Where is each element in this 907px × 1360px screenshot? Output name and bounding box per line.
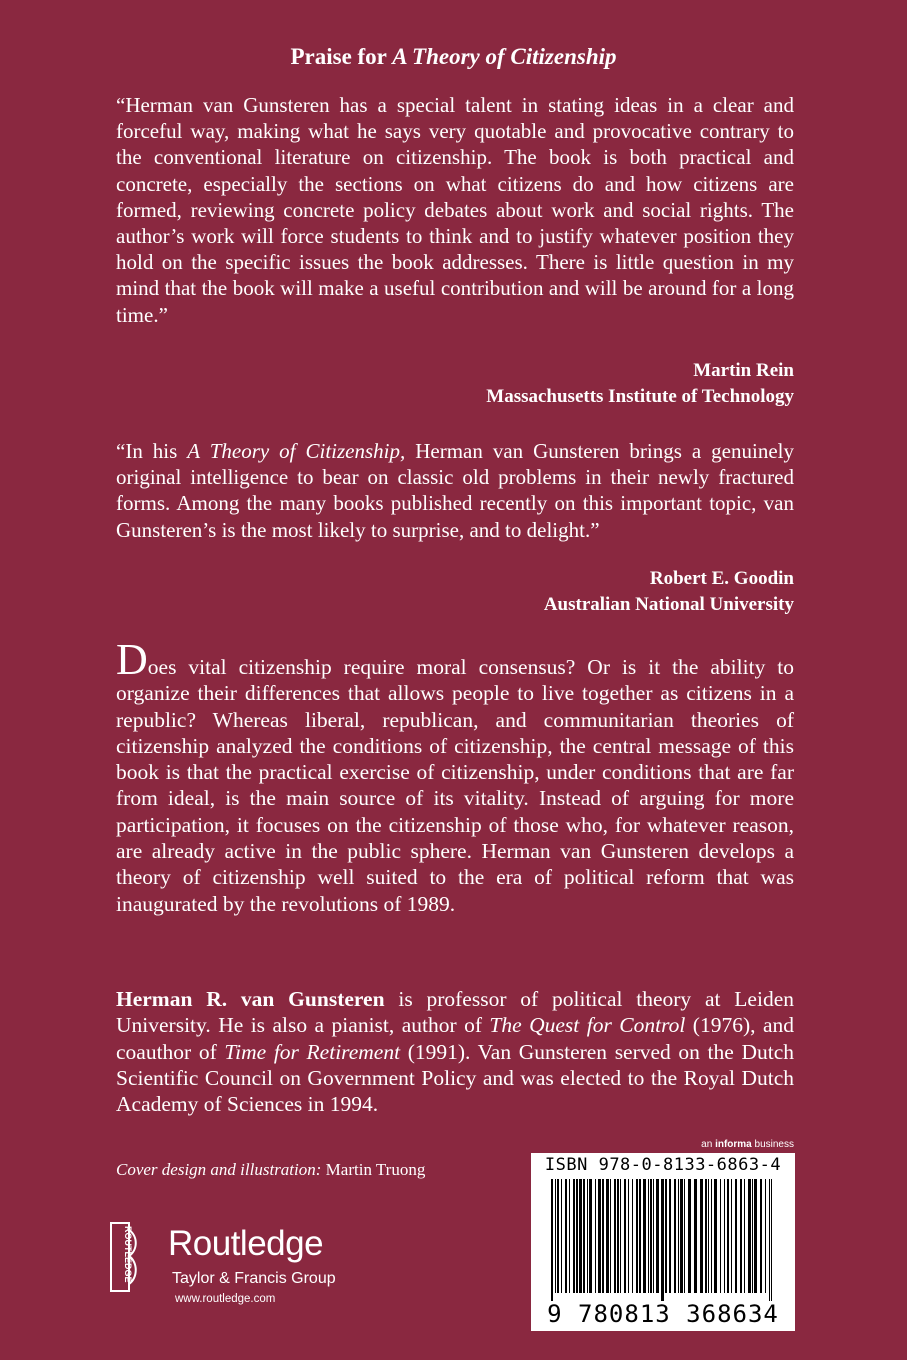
barcode-bar bbox=[720, 1179, 721, 1293]
barcode-bar bbox=[610, 1179, 611, 1293]
informa-post: business bbox=[751, 1139, 794, 1150]
quote-2-affiliation: Australian National University bbox=[543, 594, 794, 615]
barcode-bar bbox=[583, 1179, 585, 1293]
barcode-bar bbox=[587, 1179, 588, 1293]
barcode-bar bbox=[632, 1179, 633, 1293]
barcode-bars bbox=[551, 1179, 775, 1301]
bio-book-1: The Quest for Control bbox=[489, 1013, 686, 1038]
isbn-label: ISBN 978-0-8133-6863-4 bbox=[544, 1155, 782, 1175]
informa-business bbox=[701, 1139, 794, 1150]
informa-pre: an bbox=[701, 1139, 716, 1150]
barcode-bar bbox=[602, 1179, 604, 1293]
barcode-bar bbox=[555, 1179, 556, 1293]
quote-1-text: “Herman van Gunsteren has a special talent in stating ideas in a clear and forceful way, making what he says very quotable and provocative contrary to the conventional literature on citizenship. The book is both practical and concrete, especially the sections on what citizens do and how citizens are formed, reviewing concrete policy debates about work and social rights. The author’s work will force students to think and to justify whatever position they hold on the specific issues the book addresses. There is little question in my mind that the book will make a useful contribution and will be around for a long time.” bbox=[116, 93, 794, 327]
barcode-bar bbox=[714, 1179, 717, 1293]
barcode-bar bbox=[748, 1179, 751, 1293]
book-description bbox=[116, 635, 794, 917]
barcode-bar bbox=[694, 1179, 697, 1293]
barcode-bar bbox=[565, 1179, 567, 1293]
publisher-name: Routledge bbox=[168, 1224, 324, 1263]
praise-prefix: Praise for bbox=[290, 44, 387, 69]
barcode-bar bbox=[684, 1179, 685, 1293]
barcode-bar bbox=[700, 1179, 703, 1293]
author-name: Herman R. van Gunsteren bbox=[116, 987, 385, 1011]
barcode-bar bbox=[744, 1179, 745, 1293]
barcode-bar bbox=[727, 1179, 729, 1293]
barcode-bar bbox=[639, 1179, 641, 1293]
barcode-bar bbox=[740, 1179, 742, 1293]
barcode-bar bbox=[576, 1179, 578, 1293]
barcode-bar bbox=[752, 1179, 753, 1293]
barcode-bar bbox=[661, 1179, 664, 1301]
barcode-bar bbox=[650, 1179, 652, 1293]
quote-1-affiliation: Massachusetts Institute of Technology bbox=[486, 386, 794, 407]
barcode-bar bbox=[765, 1179, 766, 1293]
barcode-bar bbox=[648, 1179, 649, 1293]
logo-mark-text: ROUTLEDGE bbox=[123, 1226, 133, 1283]
barcode-bar bbox=[705, 1179, 707, 1293]
barcode-bar bbox=[617, 1179, 619, 1293]
quote-1 bbox=[116, 92, 794, 328]
barcode-bar bbox=[606, 1179, 609, 1293]
barcode-bar bbox=[678, 1179, 679, 1293]
barcode-bar bbox=[771, 1179, 772, 1301]
cover-credit bbox=[116, 1160, 425, 1180]
credit-name: Martin Truong bbox=[321, 1160, 426, 1179]
quote-2-text: Herman van Gunsteren brings a genuinely original intelligence to bear on classic old problems in their newly fractured forms. Among the many books published recently on this important topic, van Gunsteren’s is the most likely to surprise, and to delight.” bbox=[116, 439, 794, 542]
quote-1-name: Martin Rein bbox=[693, 360, 794, 381]
bio-book-2: Time for Retirement bbox=[224, 1039, 401, 1064]
barcode bbox=[531, 1153, 795, 1331]
publisher-url: www.routledge.com bbox=[175, 1293, 276, 1305]
bio-text-3: (1991). Van Gunsteren served on the Dutch Scientific Council on Government Policy and was elected to the Royal Dutch Academy of Sciences in 1994. bbox=[116, 1039, 794, 1117]
barcode-bar bbox=[579, 1179, 582, 1293]
barcode-bar bbox=[711, 1179, 712, 1293]
barcode-bar bbox=[708, 1179, 709, 1293]
barcode-bar bbox=[569, 1179, 570, 1293]
barcode-bar bbox=[628, 1179, 629, 1293]
bio-text-2: (1976), and coauthor of bbox=[116, 1013, 794, 1064]
barcode-bar bbox=[598, 1179, 601, 1293]
barcode-bar bbox=[735, 1179, 737, 1293]
barcode-bar bbox=[624, 1179, 626, 1293]
drop-cap: D bbox=[116, 635, 148, 684]
barcode-bar bbox=[561, 1179, 562, 1293]
barcode-bar bbox=[760, 1179, 762, 1293]
barcode-bar bbox=[653, 1179, 654, 1293]
quote-2-name: Robert E. Goodin bbox=[649, 568, 794, 589]
informa-brand: informa bbox=[715, 1139, 752, 1150]
barcode-bar bbox=[665, 1179, 667, 1293]
routledge-logo-icon bbox=[110, 1222, 140, 1292]
barcode-bar bbox=[551, 1179, 553, 1301]
barcode-bar bbox=[754, 1179, 757, 1293]
author-bio bbox=[116, 986, 794, 1117]
barcode-bar bbox=[573, 1179, 575, 1293]
barcode-bar bbox=[595, 1179, 596, 1293]
quote-1-attribution bbox=[116, 358, 794, 410]
quote-2-attribution bbox=[116, 566, 794, 618]
barcode-bar bbox=[724, 1179, 725, 1293]
barcode-bar bbox=[589, 1179, 592, 1293]
publisher-group: Taylor & Francis Group bbox=[172, 1270, 336, 1287]
barcode-bar bbox=[620, 1179, 621, 1293]
quote-2 bbox=[116, 438, 794, 543]
barcode-digits: 9 780813 368634 bbox=[547, 1300, 779, 1328]
barcode-bar bbox=[669, 1179, 671, 1293]
barcode-bar bbox=[731, 1179, 732, 1293]
quote-2-title: A Theory of Citizenship, bbox=[187, 439, 406, 463]
barcode-bar bbox=[614, 1179, 616, 1293]
barcode-bar bbox=[769, 1179, 770, 1301]
barcode-bar bbox=[636, 1179, 638, 1293]
barcode-bar bbox=[656, 1179, 659, 1293]
description-text: oes vital citizenship require moral consensus? Or is it the ability to organize their differences that allows people to live together as citizens in a republic? Whereas liberal, republican, and communitarian theories of citizenship analyzed the conditions of citizenship, the central message of this book is that the practical exercise of citizenship, under conditions that are far from ideal, is the main source of its vitality. Instead of arguing for more participation, it focuses on the citizenship of those who, for whatever reason, are already active in the public sphere. Herman van Gunsteren develops a theory of citizenship well suited to the era of political reform that was inaugurated by the revolutions of 1989. bbox=[116, 655, 794, 916]
bio-text-1: is professor of political theory at Leiden University. He is also a pianist, author of bbox=[116, 987, 794, 1038]
barcode-bar bbox=[643, 1179, 646, 1293]
praise-heading bbox=[0, 44, 907, 70]
barcode-bar bbox=[688, 1179, 691, 1293]
barcode-bar bbox=[674, 1179, 676, 1293]
barcode-bar bbox=[557, 1179, 559, 1293]
barcode-bar bbox=[680, 1179, 683, 1293]
quote-2-lead: “In his bbox=[116, 439, 188, 463]
book-title: A Theory of Citizenship bbox=[392, 44, 617, 69]
credit-label: Cover design and illustration: bbox=[116, 1160, 322, 1179]
